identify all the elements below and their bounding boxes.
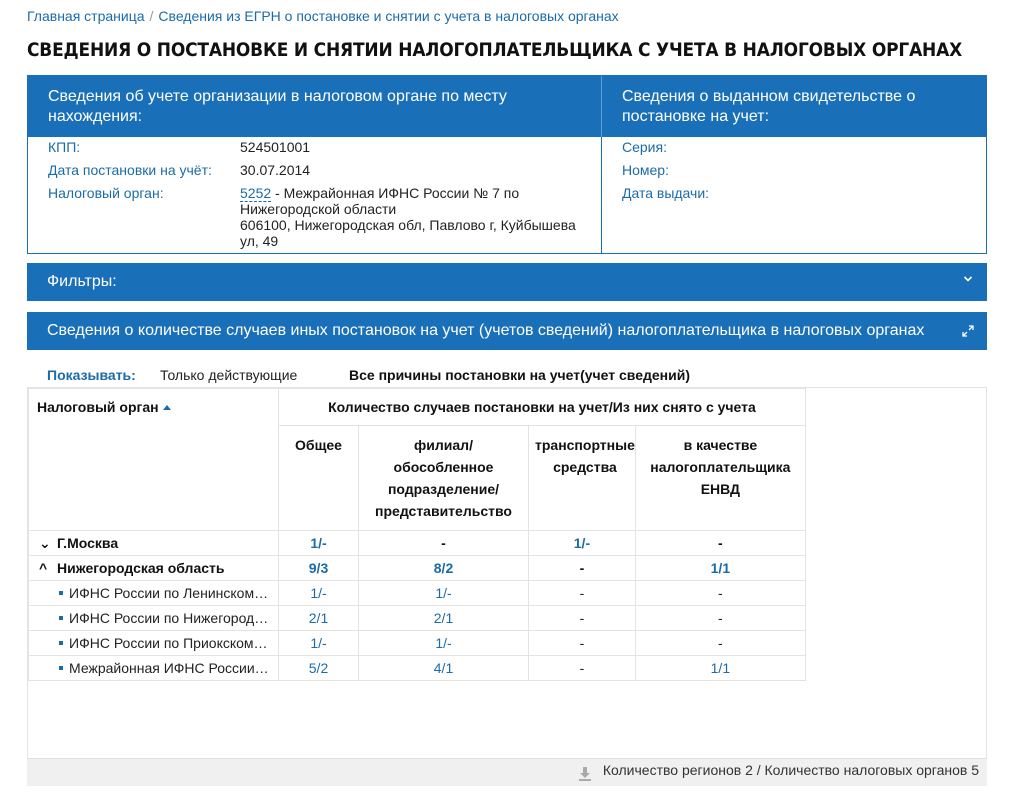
certificate-header: Сведения о выданном свидетельстве о постановке на учет: bbox=[622, 88, 916, 125]
sort-ascending-icon bbox=[163, 405, 171, 410]
registration-date-value: 30.07.2014 bbox=[240, 162, 311, 178]
tax-organ-name: Межрайонная ИФНС России… bbox=[69, 660, 269, 676]
table-row[interactable] bbox=[29, 656, 806, 681]
envd-cell[interactable]: 1/1 bbox=[635, 556, 805, 581]
tax-organ-name: - Межрайонная ИФНС России № 7 по Нижегородской области bbox=[240, 185, 520, 217]
breadcrumb-home-link[interactable]: Главная страница bbox=[27, 8, 145, 24]
total-cell[interactable]: 1/- bbox=[279, 631, 359, 656]
filters-label: Фильтры: bbox=[47, 273, 117, 290]
region-name: Нижегородская область bbox=[57, 560, 225, 576]
bullet-icon bbox=[59, 666, 63, 670]
region-name: Г.Москва bbox=[57, 534, 119, 551]
column-header-total: Общее bbox=[279, 426, 359, 531]
page-title: СВЕДЕНИЯ О ПОСТАНОВКЕ И СНЯТИИ НАЛОГОПЛАТЕЛЬЩИКА С УЧЕТА В НАЛОГОВЫХ ОРГАНАХ bbox=[27, 40, 963, 61]
filters-toggle-bar[interactable] bbox=[27, 263, 987, 301]
download-icon[interactable] bbox=[577, 766, 593, 782]
total-cell[interactable]: 5/2 bbox=[279, 656, 359, 681]
show-option-active[interactable]: Только действующие bbox=[160, 367, 298, 383]
registration-details bbox=[28, 137, 602, 253]
bullet-icon bbox=[59, 591, 63, 595]
show-option-all[interactable]: Все причины постановки на учет(учет сведений) bbox=[349, 367, 691, 383]
table-footer bbox=[27, 758, 987, 786]
transport-cell: - bbox=[529, 656, 636, 681]
expand-icon[interactable] bbox=[961, 324, 975, 338]
total-cell[interactable]: 9/3 bbox=[279, 556, 359, 581]
section-title: Сведения о количестве случаев иных постановок на учет (учетов сведений) налогоплательщика в налоговых органах bbox=[47, 322, 925, 339]
table-row-region[interactable] bbox=[29, 556, 806, 581]
certificate-number-label: Номер: bbox=[622, 162, 669, 178]
kpp-label: КПП: bbox=[48, 139, 81, 155]
chevron-up-icon[interactable]: ^ bbox=[39, 560, 48, 576]
envd-cell: - bbox=[635, 581, 805, 606]
chevron-down-icon bbox=[963, 274, 973, 284]
tax-organ-value bbox=[240, 185, 581, 249]
tax-organ-name-cell bbox=[29, 606, 279, 631]
certificate-series-row bbox=[622, 139, 966, 155]
section-header bbox=[27, 312, 987, 350]
branch-cell[interactable]: 1/- bbox=[359, 581, 529, 606]
certificate-number-row bbox=[622, 162, 966, 178]
column-header-envd: в качестве налогоплательщика ЕНВД bbox=[635, 426, 805, 531]
branch-cell: - bbox=[359, 531, 529, 556]
region-name-cell bbox=[29, 556, 279, 581]
show-label: Показывать: bbox=[47, 367, 136, 383]
envd-cell: - bbox=[635, 606, 805, 631]
certificate-series-label: Серия: bbox=[622, 139, 667, 155]
tax-organs-table-container bbox=[27, 387, 987, 759]
tax-organ-name: ИФНС России по Приокском… bbox=[69, 635, 268, 651]
tax-organ-address: 606100, Нижегородская обл, Павлово г, Куйбышева ул, 49 bbox=[240, 217, 576, 249]
tax-organ-code-link[interactable]: 5252 bbox=[240, 185, 272, 201]
registration-header: Сведения об учете организации в налоговом органе по месту нахождения: bbox=[28, 76, 602, 137]
total-cell[interactable]: 2/1 bbox=[279, 606, 359, 631]
tax-organ-name: ИФНС России по Ленинском… bbox=[69, 585, 269, 601]
tax-organ-name-cell bbox=[29, 581, 279, 606]
table-row-region[interactable] bbox=[29, 531, 806, 556]
info-box-body bbox=[28, 137, 986, 253]
kpp-row bbox=[48, 139, 581, 155]
envd-cell: - bbox=[635, 531, 805, 556]
kpp-value: 524501001 bbox=[240, 139, 311, 155]
chevron-down-icon[interactable]: ⌄ bbox=[39, 534, 51, 551]
column-header-tax-organ-label: Налоговый орган bbox=[37, 399, 159, 415]
tax-organs-table bbox=[28, 388, 806, 681]
branch-cell[interactable]: 1/- bbox=[359, 631, 529, 656]
transport-cell: - bbox=[529, 581, 636, 606]
transport-cell[interactable]: 1/- bbox=[529, 531, 636, 556]
branch-cell[interactable]: 4/1 bbox=[359, 656, 529, 681]
transport-cell: - bbox=[529, 606, 636, 631]
table-row[interactable] bbox=[29, 581, 806, 606]
tax-organ-name-cell bbox=[29, 631, 279, 656]
bullet-icon bbox=[59, 616, 63, 620]
breadcrumb-current-link[interactable]: Сведения из ЕГРН о постановке и снятии с учета в налоговых органах bbox=[158, 8, 619, 24]
certificate-details bbox=[602, 137, 986, 253]
table-row[interactable] bbox=[29, 631, 806, 656]
registration-date-label: Дата постановки на учёт: bbox=[48, 162, 212, 178]
transport-cell: - bbox=[529, 631, 636, 656]
envd-cell: - bbox=[635, 631, 805, 656]
total-cell[interactable]: 1/- bbox=[279, 581, 359, 606]
registration-info-box bbox=[27, 75, 987, 254]
breadcrumb-separator: / bbox=[149, 8, 154, 24]
region-name-cell bbox=[29, 531, 279, 556]
envd-cell[interactable]: 1/1 bbox=[635, 656, 805, 681]
column-header-branch: филиал/ обособленное подразделение/ представительство bbox=[359, 426, 529, 531]
total-cell[interactable]: 1/- bbox=[279, 531, 359, 556]
tax-organ-name-cell bbox=[29, 656, 279, 681]
tax-organ-label: Налоговый орган: bbox=[48, 185, 164, 201]
tax-organ-row bbox=[48, 185, 581, 249]
breadcrumb bbox=[27, 8, 619, 24]
tax-organ-name: ИФНС России по Нижегород… bbox=[69, 610, 269, 626]
branch-cell[interactable]: 8/2 bbox=[359, 556, 529, 581]
column-header-group: Количество случаев постановки на учет/Из них снято с учета bbox=[279, 389, 806, 426]
footer-summary: Количество регионов 2 / Количество налоговых органов 5 bbox=[602, 762, 979, 778]
branch-cell[interactable]: 2/1 bbox=[359, 606, 529, 631]
certificate-issue-date-row bbox=[622, 185, 966, 201]
bullet-icon bbox=[59, 641, 63, 645]
transport-cell: - bbox=[529, 556, 636, 581]
column-header-tax-organ[interactable] bbox=[29, 389, 279, 531]
column-header-transport: транспортные средства bbox=[529, 426, 636, 531]
registration-date-row bbox=[48, 162, 581, 178]
info-box-header bbox=[28, 76, 986, 137]
table-row[interactable] bbox=[29, 606, 806, 631]
certificate-issue-date-label: Дата выдачи: bbox=[622, 185, 710, 201]
